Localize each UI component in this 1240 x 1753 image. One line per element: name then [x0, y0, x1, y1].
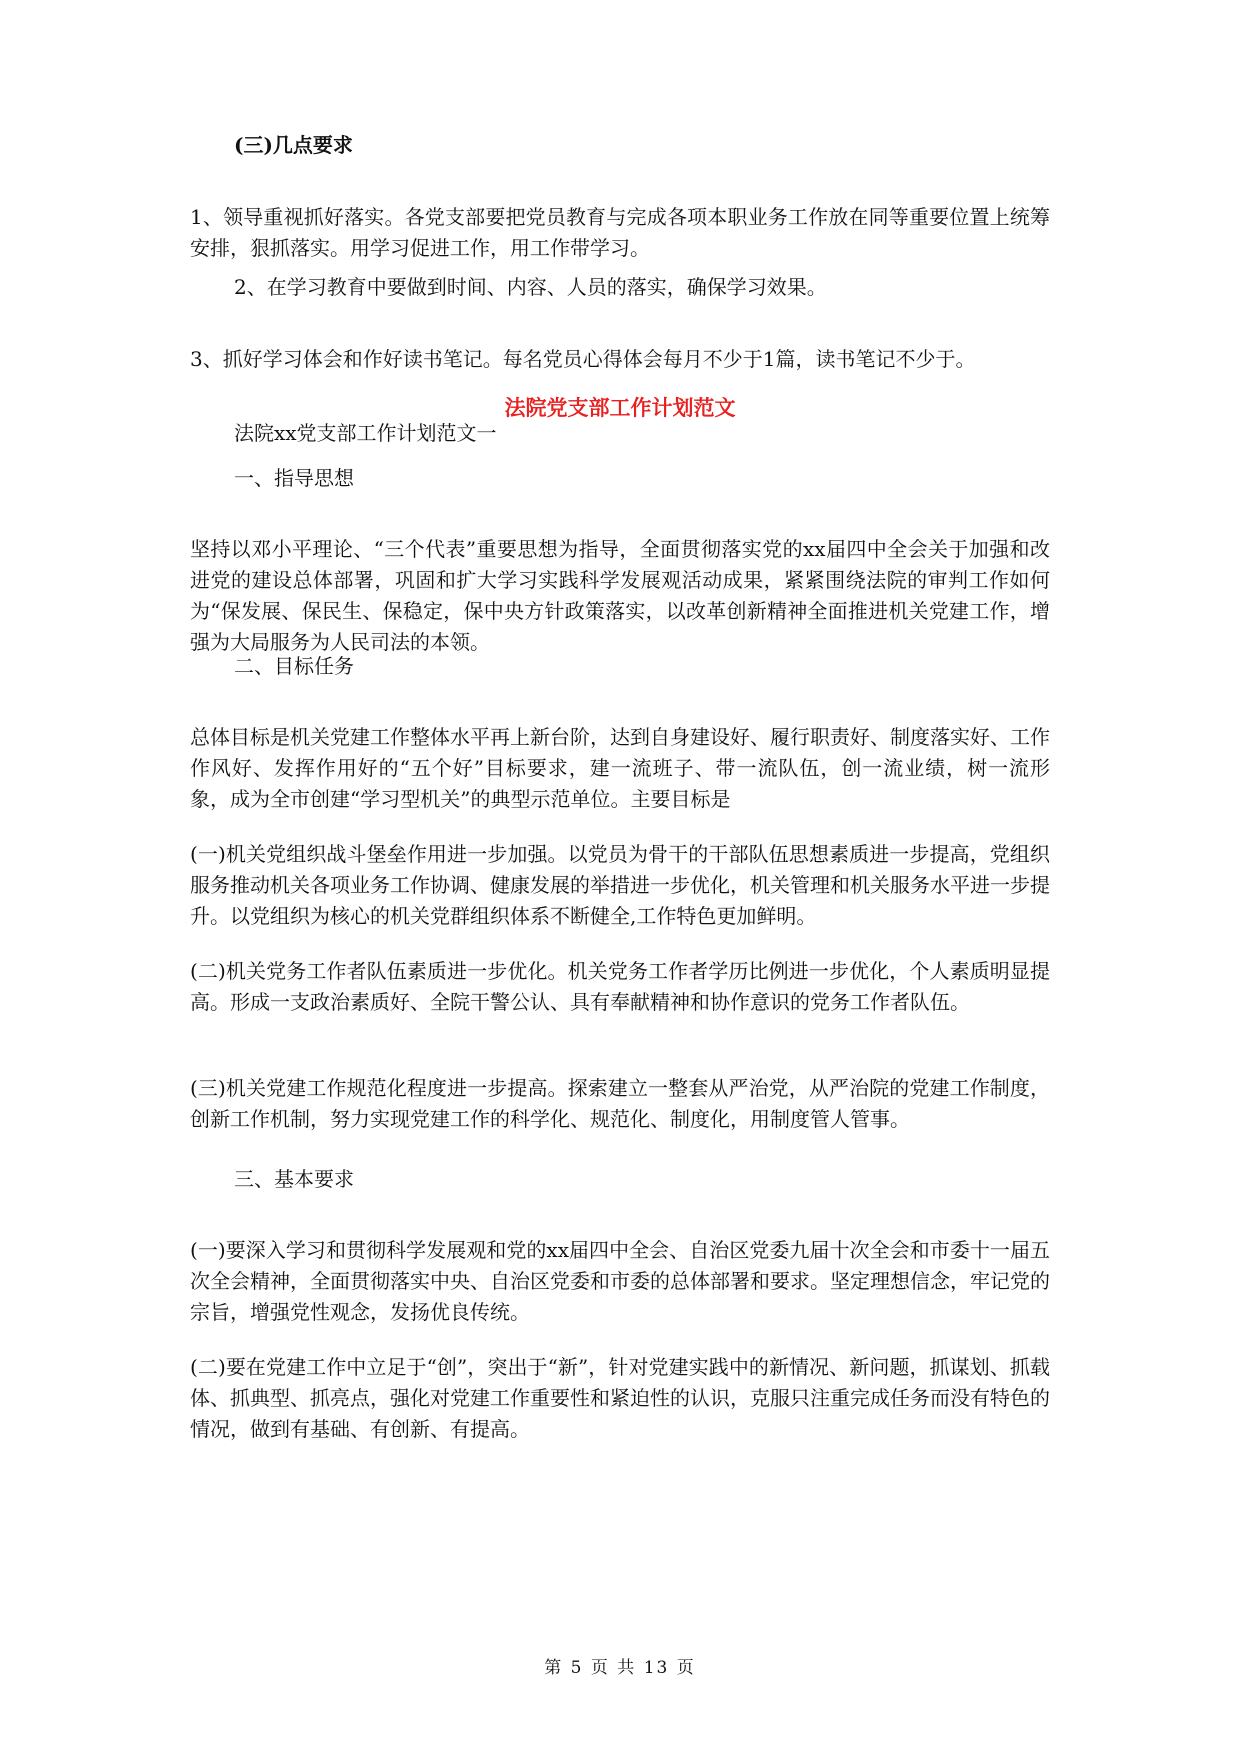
document-title: 法院党支部工作计划范文 [504, 395, 736, 420]
paragraph-1: 1、领导重视抓好落实。各党支部要把党员教育与完成各项本职业务工作放在同等重要位置上统筹安排，狠抓落实。用学习促进工作，用工作带学习。 [190, 205, 1050, 260]
paragraph-10: (二)要在党建工作中立足于“创”，突出于“新”，针对党建实践中的新情况、新问题，抓谋划、抓载体、抓典型、抓亮点，强化对党建工作重要性和紧迫性的认识，克服只注重完成任务而没有特色的情况，做到有基础、有创新、有提高。 [190, 1355, 1050, 1441]
heading-goals: 二、目标任务 [234, 654, 354, 678]
section-heading: (三)几点要求 [234, 133, 353, 157]
paragraph-2: 2、在学习教育中要做到时间、内容、人员的落实，确保学习效果。 [234, 275, 827, 299]
page-number-footer: 第 5 页 共 13 页 [544, 1658, 696, 1678]
paragraph-5: 总体目标是机关党建工作整体水平再上新台阶，达到自身建设好、履行职责好、制度落实好、工作作风好、发挥作用好的“五个好”目标要求，建一流班子、带一流队伍，创一流业绩，树一流形象，成为全市创建“学习型机关”的典型示范单位。主要目标是 [190, 725, 1050, 811]
paragraph-7: (二)机关党务工作者队伍素质进一步优化。机关党务工作者学历比例进一步优化，个人素质明显提高。形成一支政治素质好、全院干警公认、具有奉献精神和协作意识的党务工作者队伍。 [190, 959, 1050, 1014]
paragraph-8: (三)机关党建工作规范化程度进一步提高。探索建立一整套从严治党，从严治院的党建工作制度，创新工作机制，努力实现党建工作的科学化、规范化、制度化，用制度管人管事。 [190, 1076, 1050, 1131]
paragraph-3: 3、抓好学习体会和作好读书笔记。每名党员心得体会每月不少于1篇，读书笔记不少于。 [190, 347, 976, 371]
paragraph-4: 坚持以邓小平理论、“三个代表”重要思想为指导，全面贯彻落实党的xx届四中全会关于加强和改进党的建设总体部署，巩固和扩大学习实践科学发展观活动成果，紧紧围绕法院的审判工作如何为“保发展、保民生、保稳定，保中央方针政策落实，以改革创新精神全面推进机关党建工作，增强为大局服务为人民司法的本领。 [190, 537, 1050, 654]
document-subtitle: 法院xx党支部工作计划范文一 [234, 421, 497, 445]
paragraph-6: (一)机关党组织战斗堡垒作用进一步加强。以党员为骨干的干部队伍思想素质进一步提高，党组织服务推动机关各项业务工作协调、健康发展的举措进一步优化，机关管理和机关服务水平进一步提升。以党组织为核心的机关党群组织体系不断健全,工作特色更加鲜明。 [190, 842, 1050, 928]
heading-requirements: 三、基本要求 [234, 1167, 354, 1191]
heading-guiding-ideology: 一、指导思想 [234, 466, 354, 490]
paragraph-9: (一)要深入学习和贯彻科学发展观和党的xx届四中全会、自治区党委九届十次全会和市委十一届五次全会精神，全面贯彻落实中央、自治区党委和市委的总体部署和要求。坚定理想信念，牢记党的宗旨，增强党性观念，发扬优良传统。 [190, 1238, 1050, 1324]
